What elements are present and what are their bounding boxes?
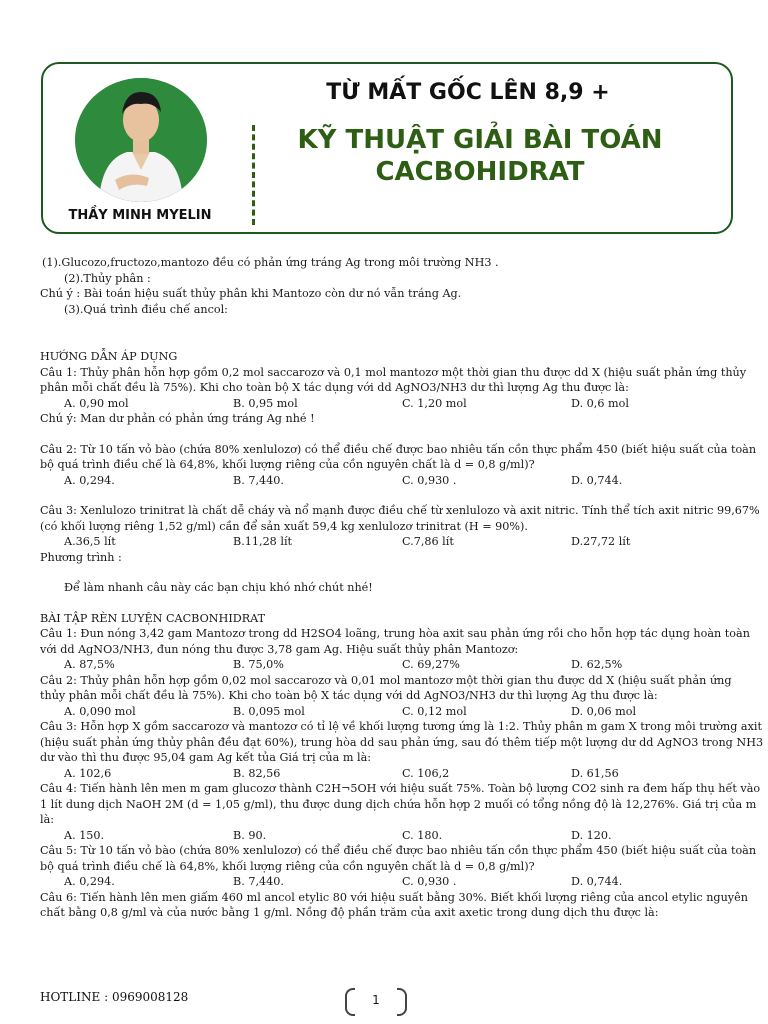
option: D. 0,6 mol — [571, 396, 629, 410]
option: D. 0,744. — [571, 473, 623, 487]
question-text: Câu 5: Từ 10 tấn vỏ bào (chứa 80% xenlulozơ) có thể điều chế được bao nhiêu tấn cồn thực phẩm 450 (biết hiệu suất của toàn — [40, 844, 757, 857]
option: A. 0,090 mol — [64, 704, 136, 718]
question-text: thủy phân mỗi chất đều là 75%). Khi cho toàn bộ X tác dụng với dd AgNO3/NH3 dư thì lượng Ag thu được là: — [40, 689, 658, 702]
option: B. 90. — [233, 828, 267, 842]
page-number-box — [345, 988, 407, 1014]
answer-options — [40, 704, 740, 720]
section-heading: BÀI TẬP RÈN LUYỆN CACBONHIDRAT — [40, 611, 266, 625]
intro-line: (3).Quá trình điều chế ancol: — [64, 302, 228, 316]
title-line-2: CACBOHIDRAT — [375, 157, 585, 187]
option: B.11,28 lít — [233, 535, 293, 548]
option: D. 61,56 — [571, 766, 619, 780]
option: C. 0,930 . — [402, 473, 457, 487]
question-text: 1 lít dung dịch NaOH 2M (d = 1,05 g/ml), thu được dung dịch chứa hỗn hợp 2 muối có tổng nồng độ là 12,276%. Giá trị của m — [40, 797, 757, 811]
option: A. 102,6 — [64, 766, 112, 780]
option: D. 120. — [571, 828, 612, 842]
course-title: TỪ MẤT GỐC LÊN 8,9 + — [326, 80, 610, 105]
option: D. 0,06 mol — [571, 704, 637, 718]
option: C. 106,2 — [402, 766, 450, 780]
answer-options — [40, 473, 740, 489]
option: B. 75,0% — [233, 658, 284, 671]
question-text: Câu 1: Thủy phân hỗn hợp gồm 0,2 mol saccarozơ và 0,1 mol mantozơ một thời gian thu được dd X (hiệu suất phản ứng thủy — [40, 365, 747, 379]
question-text: Câu 3: Hỗn hợp X gồm saccarozơ và mantozơ có tỉ lệ về khối lượng tương ứng là 1:2. Thủy phân m gam X trong môi trường axit — [40, 720, 762, 733]
answer-options — [40, 874, 740, 890]
question-text: Câu 3: Xenlulozo trinitrat là chất dễ cháy và nổ mạnh được điều chế từ xenlulozo và axit nitric. Tính thể tích axit nitric 99,67% — [40, 504, 760, 517]
question-text: chất bằng 0,8 g/ml và của nước bằng 1 g/ml. Nồng độ phần trăm của axit axetic trong dung dịch thu được là: — [40, 906, 659, 919]
answer-options — [40, 396, 740, 412]
divider — [252, 125, 255, 225]
option: D. 62,5% — [571, 658, 623, 671]
answer-options — [40, 766, 740, 782]
tip-text: Để làm nhanh câu này các bạn chịu khó nhớ chút nhé! — [64, 581, 373, 594]
question-text: Câu 2: Từ 10 tấn vỏ bào (chứa 80% xenlulozơ) có thể điều chế được bao nhiêu tấn cồn thực phẩm 450 (biết hiệu suất của toàn — [40, 442, 757, 456]
option: A. 0,294. — [64, 875, 115, 888]
option: A.36,5 lít — [64, 535, 116, 548]
question-text: (hiệu suất phản ứng thủy phân đều đạt 60%), trung hòa dd sau phản ứng, sau đó thêm tiếp một lượng dư dd AgNO3 trong NH3 — [40, 735, 764, 749]
option: B. 0,095 mol — [233, 704, 305, 718]
teacher-name: THẦY MINH MYELIN — [68, 208, 212, 223]
question-text: Câu 6: Tiến hành lên men giấm 460 ml ancol etylic 80 với hiệu suất bằng 30%. Biết khối lượng riêng của ancol etylic nguyên — [40, 890, 748, 904]
option: C. 1,20 mol — [402, 396, 467, 410]
document-body — [40, 255, 764, 921]
option: D.27,72 lít — [571, 535, 631, 548]
equation-label: Phương trình : — [40, 550, 122, 564]
section-heading: HƯỚNG DẪN ÁP DỤNG — [40, 350, 178, 363]
option: A. 87,5% — [64, 658, 115, 671]
intro-line: (2).Thủy phân : — [64, 271, 151, 285]
option: C. 0,930 . — [402, 875, 457, 888]
note-text: Chú ý: Man dư phản có phản ứng tráng Ag nhé ! — [40, 412, 315, 425]
page-title — [260, 124, 700, 188]
answer-options — [40, 534, 740, 550]
question-text: phân mỗi chất đều là 75%). Khi cho toàn bộ X tác dụng với dd AgNO3/NH3 dư thì lượng Ag thu được là: — [40, 381, 629, 394]
option: B. 7,440. — [233, 875, 284, 888]
intro-note: Chú ý : Bài toán hiệu suất thủy phân khi Mantozo còn dư nó vẫn tráng Ag. — [40, 287, 462, 300]
option: C. 180. — [402, 828, 443, 842]
question-text: Câu 1: Đun nóng 3,42 gam Mantozơ trong dd H2SO4 loãng, trung hòa axit sau phản ứng rồi cho hỗn hợp tác dụng hoàn toàn — [40, 627, 750, 640]
option: D. 0,744. — [571, 875, 623, 888]
question-text: (có khối lượng riêng 1,52 g/ml) cần để sản xuất 59,4 kg xenlulozơ trinitrat (H = 90%). — [40, 519, 528, 533]
option: C. 0,12 mol — [402, 704, 467, 718]
answer-options — [40, 657, 740, 673]
question-text: là: — [40, 813, 55, 826]
question-text: Câu 2: Thủy phân hỗn hợp gồm 0,02 mol saccarozơ và 0,01 mol mantozơ một thời gian thu được dd X (hiệu suất phản ứng — [40, 673, 732, 687]
question-text: bộ quá trình điều chế là 64,8%, khối lượng riêng của cồn nguyên chất là d = 0,8 g/ml)? — [40, 458, 535, 471]
bracket-right — [397, 988, 407, 1016]
answer-options — [40, 828, 740, 844]
question-text: với dd AgNO3/NH3, đun nóng thu được 3,78 gam Ag. Hiệu suất thủy phân Mantozơ: — [40, 642, 519, 656]
teacher-avatar — [75, 78, 207, 202]
question-text: bộ quá trình điều chế là 64,8%, khối lượng riêng của cồn nguyên chất là d = 0,8 g/ml)? — [40, 859, 535, 873]
page-number: 1 — [372, 993, 380, 1007]
option: A. 0,294. — [64, 473, 115, 487]
hotline: HOTLINE : 0969008128 — [40, 990, 189, 1004]
option: B. 0,95 mol — [233, 396, 298, 410]
option: A. 150. — [64, 828, 105, 842]
option: B. 82,56 — [233, 766, 281, 780]
option: C.7,86 lít — [402, 535, 454, 548]
question-text: Câu 4: Tiến hành lên men m gam glucozơ thành C2H¬5OH với hiệu suất 75%. Toàn bộ lượng CO2 sinh ra đem hấp thụ hết vào — [40, 782, 761, 795]
option: A. 0,90 mol — [64, 396, 129, 410]
question-text: dư vào thì thu được 95,04 gam Ag kết tủa Giá trị của m là: — [40, 751, 372, 764]
intro-line: (1).Glucozo,fructozo,mantozo đều có phản ứng tráng Ag trong môi trường NH3 . — [42, 256, 499, 269]
option: C. 69,27% — [402, 658, 460, 671]
option: B. 7,440. — [233, 473, 284, 487]
title-line-1: KỸ THUẬT GIẢI BÀI TOÁN — [297, 125, 663, 155]
